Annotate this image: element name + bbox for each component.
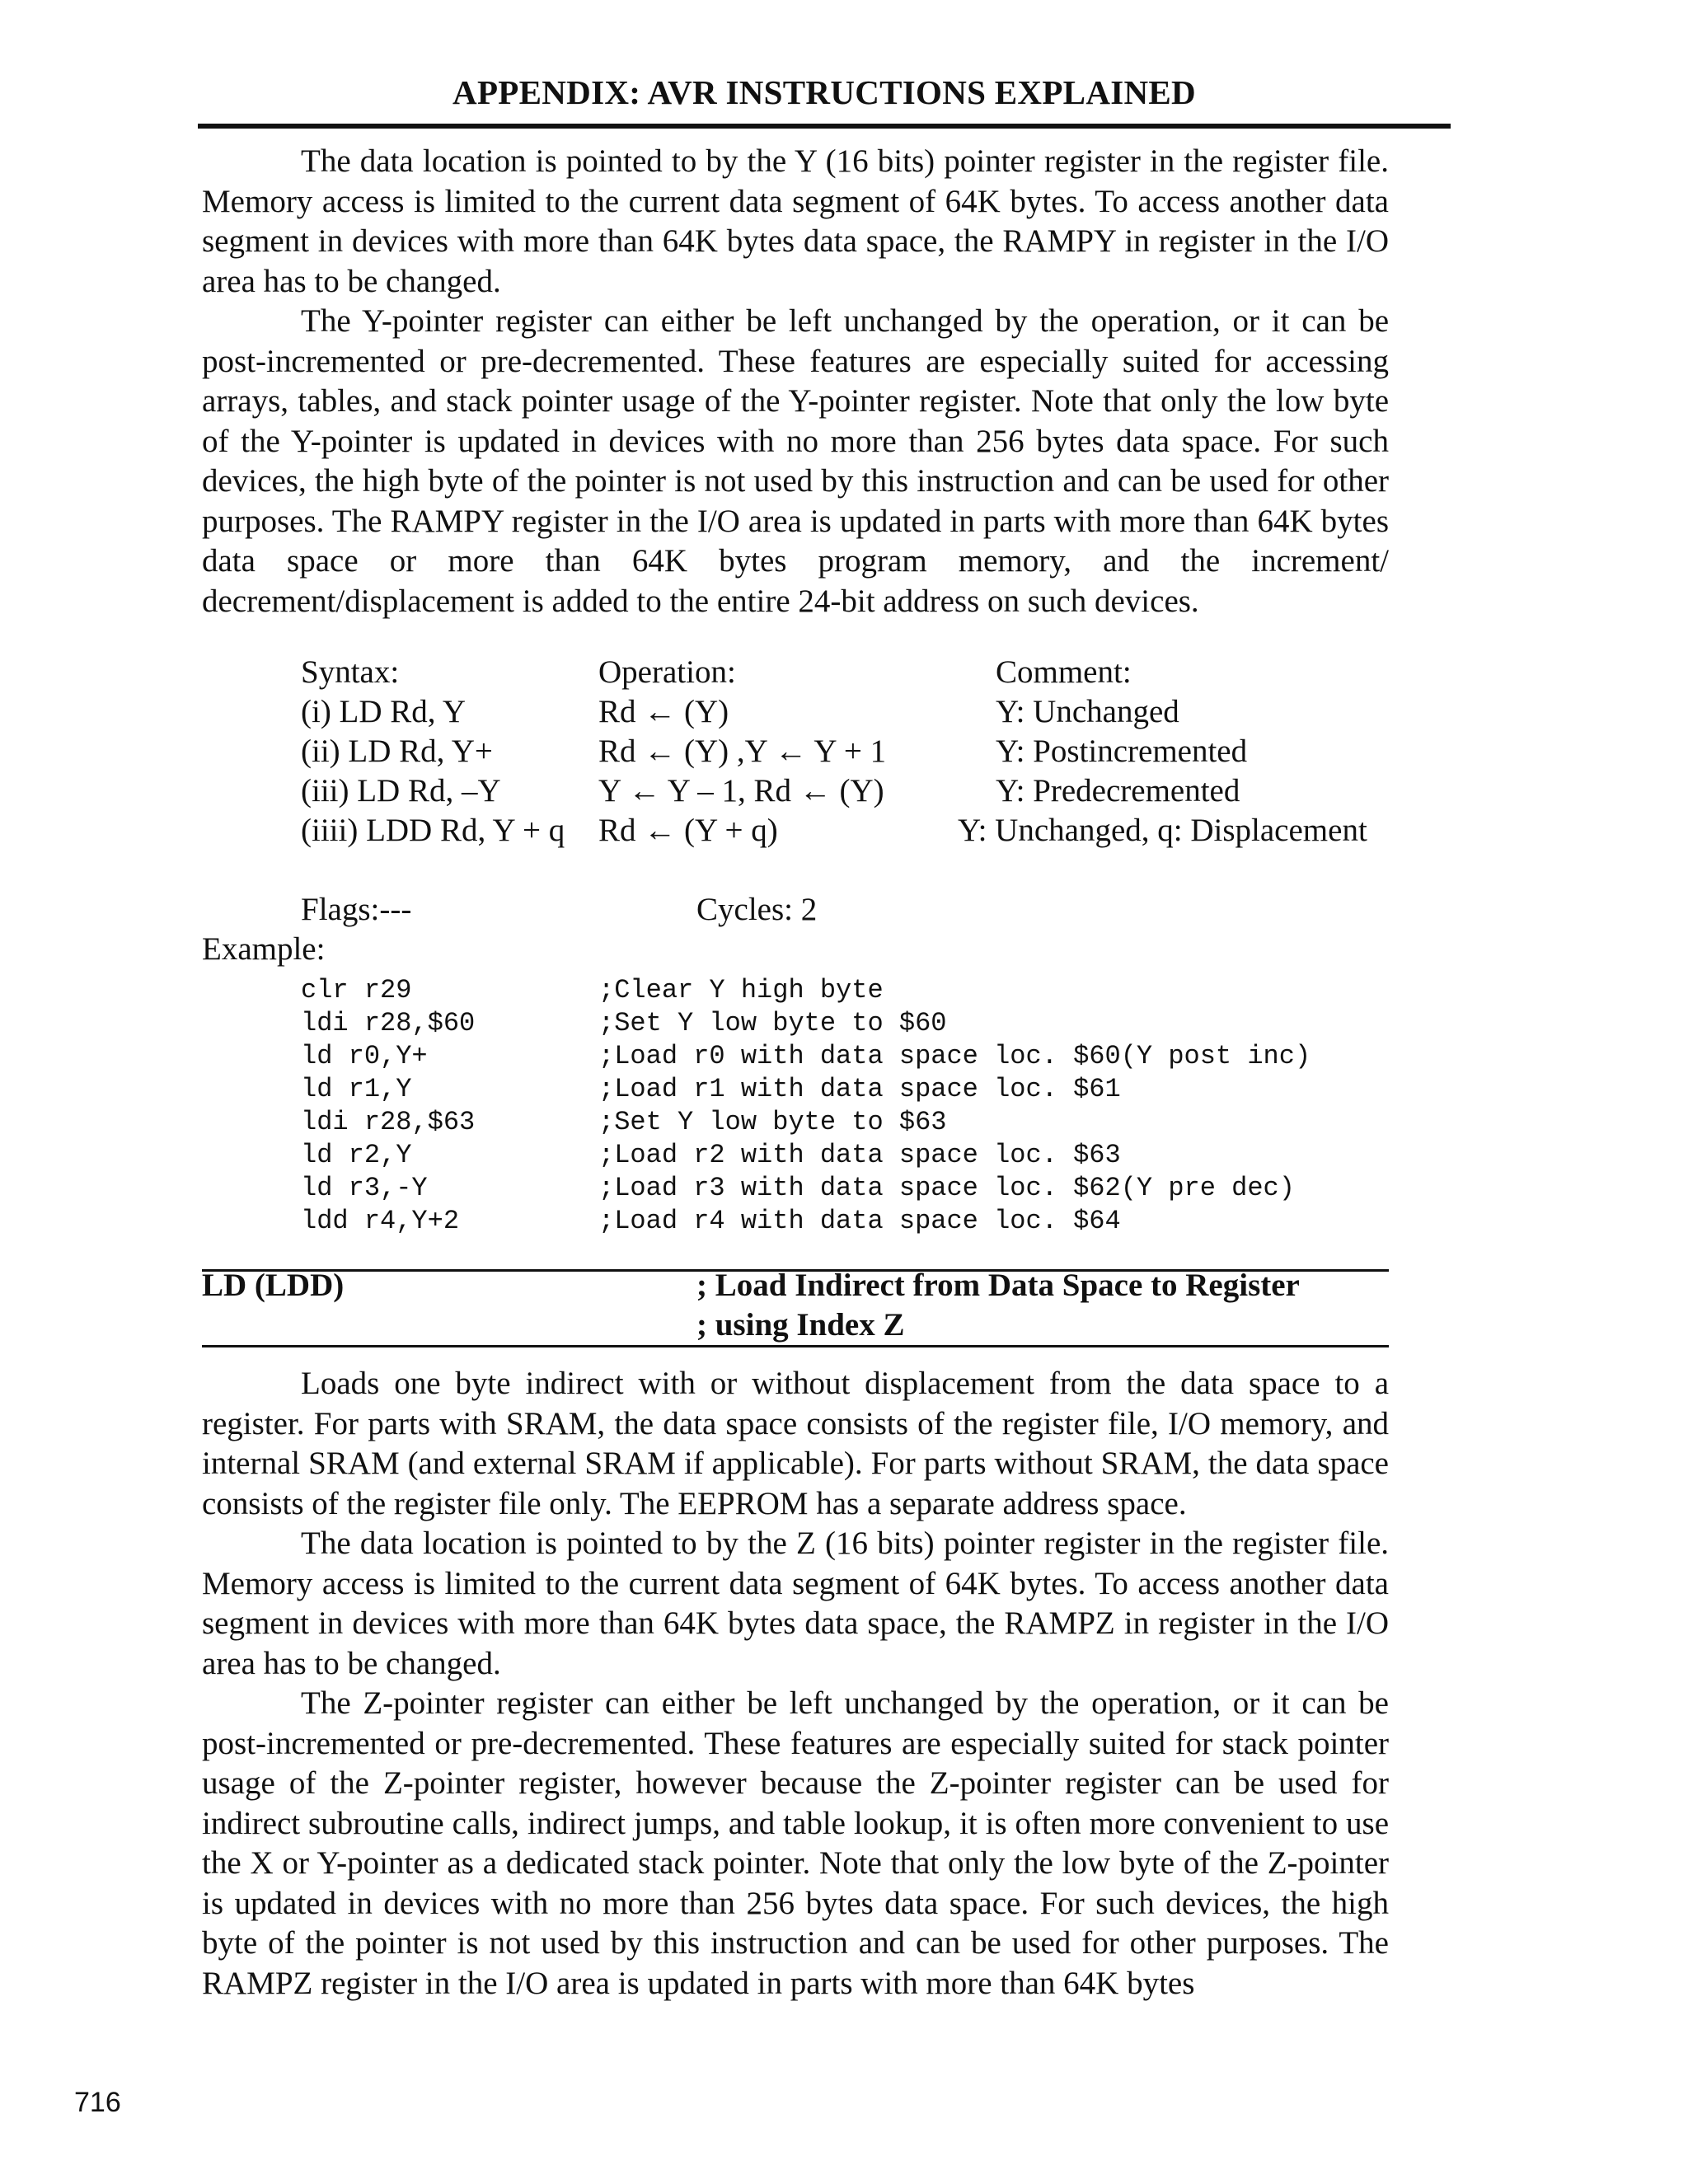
code-line	[301, 1139, 1121, 1172]
syntax-cell: (ii) LD Rd, Y+	[301, 733, 493, 769]
cycles-label: Cycles: 2	[696, 892, 818, 927]
comment-header: Comment:	[996, 654, 1132, 690]
operation-header: Operation:	[598, 654, 736, 690]
code-comment: ;Load r3 with data space loc. $62(Y pre dec)	[598, 1173, 1295, 1203]
code-line	[301, 1007, 947, 1040]
flags-label: Flags:---	[301, 892, 412, 927]
comment-cell: Y: Unchanged	[996, 694, 1179, 729]
operation-cell: Rd ← (Y) ,Y ← Y + 1	[598, 733, 887, 769]
code-comment: ;Set Y low byte to $63	[598, 1107, 947, 1137]
code-line	[301, 1172, 1295, 1205]
body-text	[202, 1364, 1389, 2004]
comment-cell: Y: Predecremented	[996, 773, 1240, 808]
operation-cell: Y ← Y – 1, Rd ← (Y)	[598, 773, 884, 808]
code-comment: ;Load r0 with data space loc. $60(Y post inc)	[598, 1041, 1311, 1071]
intro-text	[202, 142, 1389, 621]
code-instruction: ldd r4,Y+2	[301, 1206, 460, 1236]
code-line	[301, 974, 884, 1007]
syntax-cell: (iii) LD Rd, –Y	[301, 773, 501, 808]
code-instruction: ld r0,Y+	[301, 1041, 428, 1071]
header-rule	[198, 124, 1451, 129]
page-number: 716	[74, 2087, 121, 2118]
section-description: ; Load Indirect from Data Space to Register	[696, 1268, 1300, 1303]
syntax-cell: (i) LD Rd, Y	[301, 694, 467, 729]
comment-cell: Y: Unchanged, q: Displacement	[958, 813, 1367, 848]
body-paragraph: Loads one byte indirect with or without displacement from the data space to a register. For parts with SRAM, the data space consists of the register file, I/O memory, and internal SRAM (and external SRAM if applicable). For parts without SRAM, the data space consists of the register file only. The EEPROM has a separate address space.	[202, 1366, 1389, 1521]
running-header: APPENDIX: AVR INSTRUCTIONS EXPLAINED	[452, 73, 1196, 111]
comment-cell: Y: Postincremented	[996, 733, 1248, 769]
code-instruction: ldi r28,$60	[301, 1008, 476, 1038]
intro-paragraph: The Y-pointer register can either be left unchanged by the operation, or it can be post-incremented or pre-decremented. These features are especially suited for accessing arrays, tables, and stack pointer usage of the Y-pointer register. Note that only the low byte of the Y-pointer is updated in devices with no more than 256 bytes data space. For such devices, the high byte of the pointer is not used by this instruction and can be used for other purposes. The RAMPY register in the I/O area is updated in parts with more than 64K bytes data space or more than 64K bytes program memory, and the increment/ decrement/displacement is added to the entire 24-bit address on such devices.	[202, 303, 1389, 619]
section-rule-bottom	[202, 1345, 1389, 1347]
code-instruction: ld r1,Y	[301, 1074, 412, 1104]
code-comment: ;Load r2 with data space loc. $63	[598, 1140, 1121, 1170]
syntax-cell: (iiii) LDD Rd, Y + q	[301, 813, 565, 848]
operation-cell: Rd ← (Y + q)	[598, 813, 778, 848]
code-comment: ;Load r4 with data space loc. $64	[598, 1206, 1121, 1236]
code-comment: ;Set Y low byte to $60	[598, 1008, 947, 1038]
code-comment: ;Clear Y high byte	[598, 975, 884, 1005]
code-instruction: clr r29	[301, 975, 412, 1005]
code-instruction: ld r3,-Y	[301, 1173, 428, 1203]
intro-paragraph: The data location is pointed to by the Y (16 bits) pointer register in the register file. Memory access is limited to the current data segment of 64K bytes. To access another data segment in devices with more than 64K bytes data space, the RAMPY in register in the I/O area has to be changed.	[202, 143, 1389, 299]
body-paragraph: The Z-pointer register can either be left unchanged by the operation, or it can be post-incremented or pre-decremented. These features are especially suited for stack pointer usage of the Z-pointer register, however because the Z-pointer register can be used for indirect subroutine calls, indirect jumps, and table lookup, it is often more convenient to use the X or Y-pointer as a dedicated stack pointer. Note that only the low byte of the Z-pointer is updated in devices with no more than 256 bytes data space. For such devices, the high byte of the pointer is not used by this instruction and can be used for other purposes. The RAMPZ register in the I/O area is updated in parts with more than 64K bytes	[202, 1685, 1389, 2001]
code-line	[301, 1040, 1311, 1073]
body-paragraph: The data location is pointed to by the Z (16 bits) pointer register in the register file. Memory access is limited to the current data segment of 64K bytes. To access another data segment in devices with more than 64K bytes data space, the RAMPZ in register in the I/O area has to be changed.	[202, 1526, 1389, 1681]
section-description: ; using Index Z	[696, 1307, 905, 1343]
code-instruction: ldi r28,$63	[301, 1107, 476, 1137]
operation-cell: Rd ← (Y)	[598, 694, 729, 729]
code-instruction: ld r2,Y	[301, 1140, 412, 1170]
code-line	[301, 1106, 947, 1139]
code-line	[301, 1073, 1121, 1106]
section-name: LD (LDD)	[202, 1268, 345, 1303]
example-label: Example:	[202, 931, 326, 967]
code-line	[301, 1205, 1121, 1238]
syntax-header: Syntax:	[301, 654, 400, 690]
code-comment: ;Load r1 with data space loc. $61	[598, 1074, 1121, 1104]
